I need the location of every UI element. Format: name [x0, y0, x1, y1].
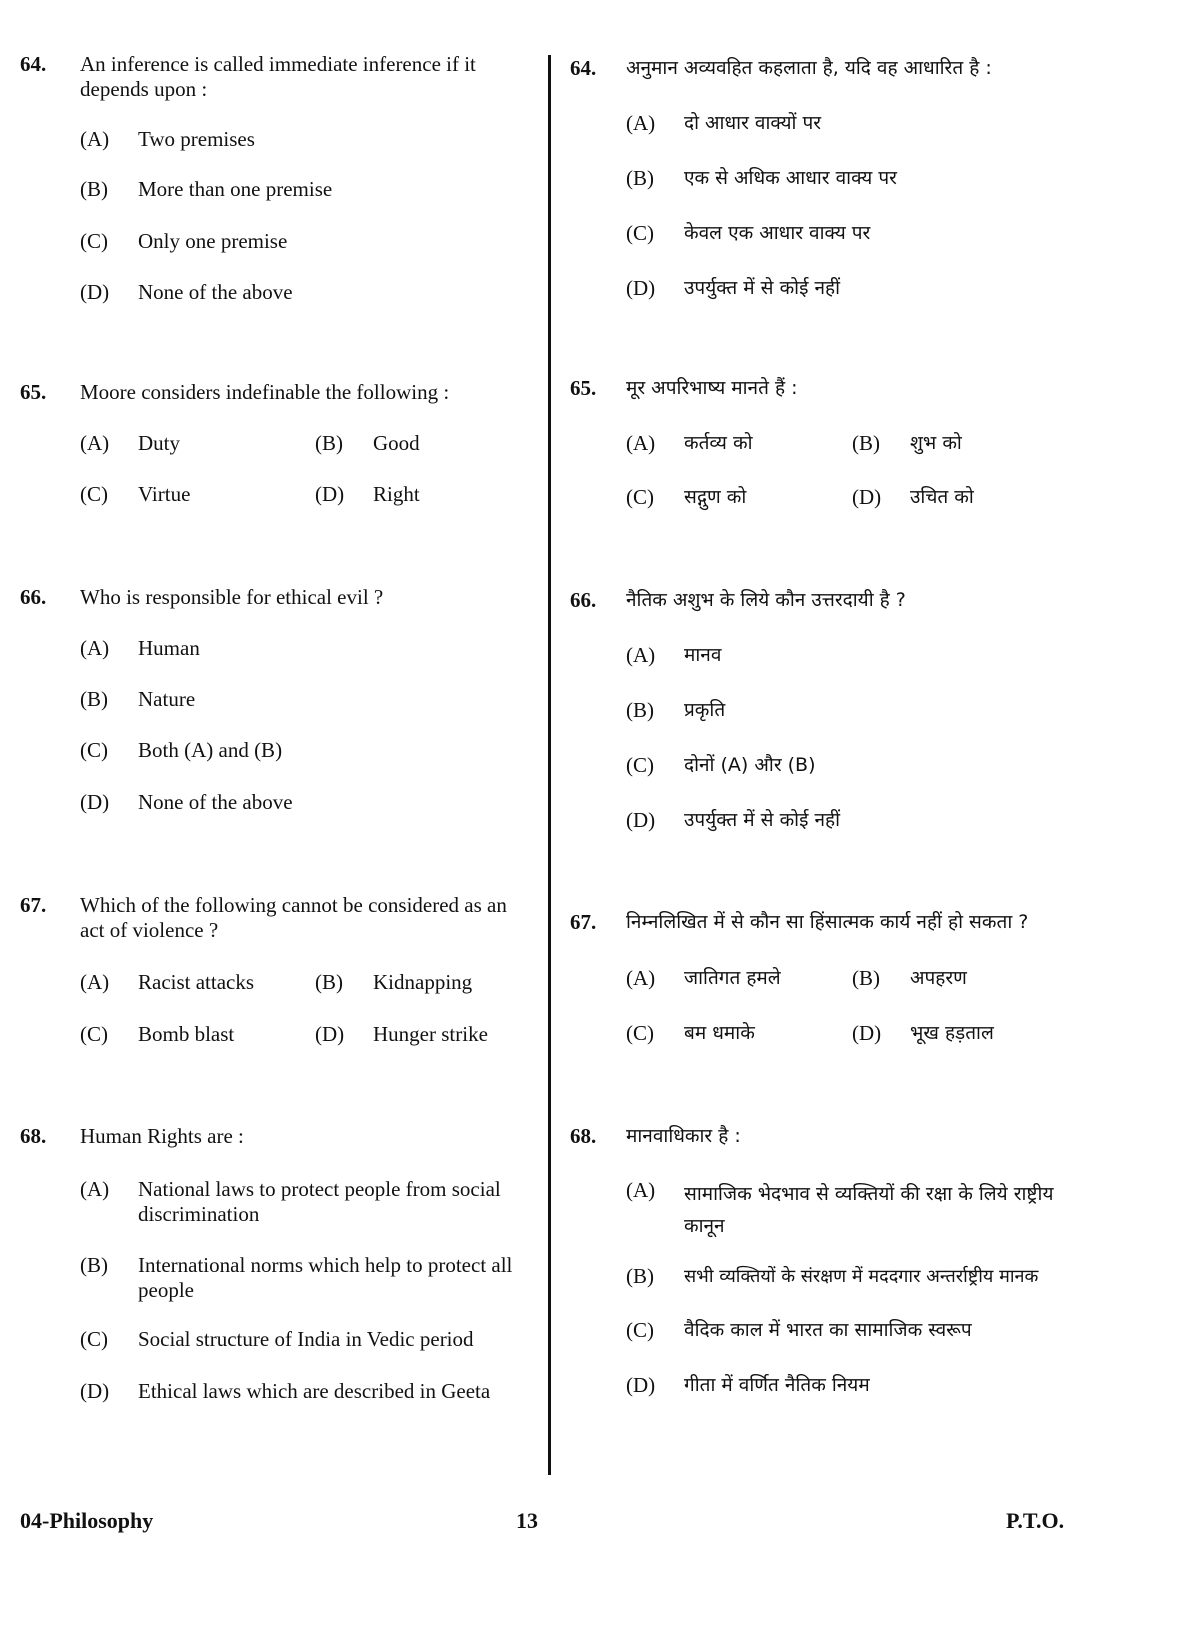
option-label: (A) [80, 127, 110, 151]
question-text: An inference is called immediate inference if it depends upon : [80, 52, 476, 101]
option-label: (B) [315, 431, 343, 455]
option-text: सद्गुण को [684, 486, 747, 508]
option-label: (D) [852, 1021, 882, 1045]
option-text: सामाजिक भेदभाव से व्यक्तियों की रक्षा के लिये राष्ट्रीय कानून [684, 1183, 1054, 1237]
footer-pto: P.T.O. [1006, 1508, 1065, 1533]
option-label: (D) [626, 808, 656, 832]
option-text: Duty [138, 431, 180, 455]
option-label: (B) [852, 431, 880, 455]
option-label: (D) [626, 1373, 656, 1397]
option-text: Ethical laws which are described in Geeta [138, 1379, 491, 1403]
option-label: (A) [80, 636, 110, 660]
option-label: (D) [80, 1379, 110, 1403]
question-text: नैतिक अशुभ के लिये कौन उत्तरदायी है ? [626, 589, 906, 611]
option-text: दो आधार वाक्यों पर [684, 112, 822, 134]
option-text: गीता में वर्णित नैतिक नियम [684, 1374, 870, 1396]
option-label: (B) [626, 1264, 654, 1288]
question-text: मानवाधिकार है : [626, 1125, 741, 1147]
option-text: Social structure of India in Vedic period [138, 1327, 474, 1351]
option-label: (C) [80, 1327, 108, 1351]
option-label: (A) [80, 1177, 110, 1201]
option-text: Right [373, 482, 420, 506]
question-number: 67. [20, 893, 47, 917]
question-text: Which of the following cannot be considered as an act of violence ? [80, 893, 507, 942]
option-text: एक से अधिक आधार वाक्य पर [684, 167, 897, 189]
option-label: (C) [626, 1021, 654, 1045]
column-divider [548, 55, 551, 1475]
option-label: (A) [626, 1178, 656, 1202]
option-label: (C) [80, 482, 108, 506]
option-text: सभी व्यक्तियों के संरक्षण में मददगार अन्तर्राष्ट्रीय मानक [684, 1266, 1039, 1287]
question-number: 66. [20, 585, 47, 609]
option-text: जातिगत हमले [684, 967, 781, 989]
question-number: 66. [570, 588, 597, 612]
option-text: Human [138, 636, 200, 660]
option-text: बम धमाके [684, 1022, 755, 1044]
option-label: (B) [626, 698, 654, 722]
option-text: केवल एक आधार वाक्य पर [684, 222, 871, 244]
option-text: Good [373, 431, 420, 455]
footer-subject: 04-Philosophy [20, 1508, 154, 1533]
option-label: (C) [80, 738, 108, 762]
option-label: (A) [626, 643, 656, 667]
option-label: (B) [80, 1253, 108, 1277]
option-label: (B) [852, 966, 880, 990]
question-text: Who is responsible for ethical evil ? [80, 585, 384, 609]
option-text: National laws to protect people from social discrimination [138, 1177, 501, 1226]
option-label: (D) [315, 1022, 345, 1046]
option-label: (C) [80, 229, 108, 253]
option-label: (D) [852, 485, 882, 509]
question-text: Human Rights are : [80, 1124, 244, 1148]
option-text: Only one premise [138, 229, 288, 253]
option-label: (C) [626, 1318, 654, 1342]
option-label: (D) [80, 280, 110, 304]
option-text: International norms which help to protect all people [138, 1253, 513, 1302]
option-label: (A) [626, 431, 656, 455]
option-text: Nature [138, 687, 196, 711]
option-label: (D) [626, 276, 656, 300]
option-label: (C) [80, 1022, 108, 1046]
option-text: कर्तव्य को [684, 432, 753, 454]
option-label: (A) [626, 111, 656, 135]
option-text: भूख हड़ताल [910, 1022, 994, 1044]
question-number: 64. [20, 52, 47, 76]
question-text: निम्नलिखित में से कौन सा हिंसात्मक कार्य नहीं हो सकता ? [626, 911, 1029, 933]
option-text: Kidnapping [373, 970, 473, 994]
option-text: शुभ को [910, 432, 962, 454]
option-label: (A) [80, 970, 110, 994]
option-label: (B) [626, 166, 654, 190]
option-label: (C) [626, 485, 654, 509]
option-text: Both (A) and (B) [138, 738, 283, 762]
option-label: (C) [626, 221, 654, 245]
option-text: None of the above [138, 790, 293, 814]
option-label: (B) [80, 687, 108, 711]
option-text: उपर्युक्त में से कोई नहीं [684, 809, 840, 831]
question-text: मूर अपरिभाष्य मानते हैं : [626, 377, 798, 399]
option-text: उचित को [910, 486, 974, 508]
option-text: मानव [684, 644, 722, 666]
option-text: उपर्युक्त में से कोई नहीं [684, 277, 840, 299]
option-text: प्रकृति [684, 699, 726, 721]
question-number: 68. [20, 1124, 47, 1148]
option-text: Virtue [138, 482, 191, 506]
option-label: (D) [80, 790, 110, 814]
option-text: Bomb blast [138, 1022, 235, 1046]
question-text: अनुमान अव्यवहित कहलाता है, यदि वह आधारित है : [626, 57, 992, 79]
option-text: Racist attacks [138, 970, 255, 994]
option-label: (D) [315, 482, 345, 506]
question-number: 68. [570, 1124, 597, 1148]
option-label: (A) [80, 431, 110, 455]
question-number: 65. [570, 376, 597, 400]
option-text: अपहरण [910, 967, 967, 989]
option-label: (B) [315, 970, 343, 994]
question-number: 67. [570, 910, 597, 934]
option-text: वैदिक काल में भारत का सामाजिक स्वरूप [684, 1319, 972, 1341]
question-number: 64. [570, 56, 597, 80]
option-text: More than one premise [138, 177, 333, 201]
option-text: None of the above [138, 280, 293, 304]
option-text: दोनों (A) और (B) [684, 754, 816, 776]
footer-page-number: 13 [516, 1508, 538, 1533]
question-text: Moore considers indefinable the following : [80, 380, 450, 404]
option-text: Hunger strike [373, 1022, 488, 1046]
option-label: (C) [626, 753, 654, 777]
question-number: 65. [20, 380, 47, 404]
option-label: (A) [626, 966, 656, 990]
option-text: Two premises [138, 127, 255, 151]
option-label: (B) [80, 177, 108, 201]
